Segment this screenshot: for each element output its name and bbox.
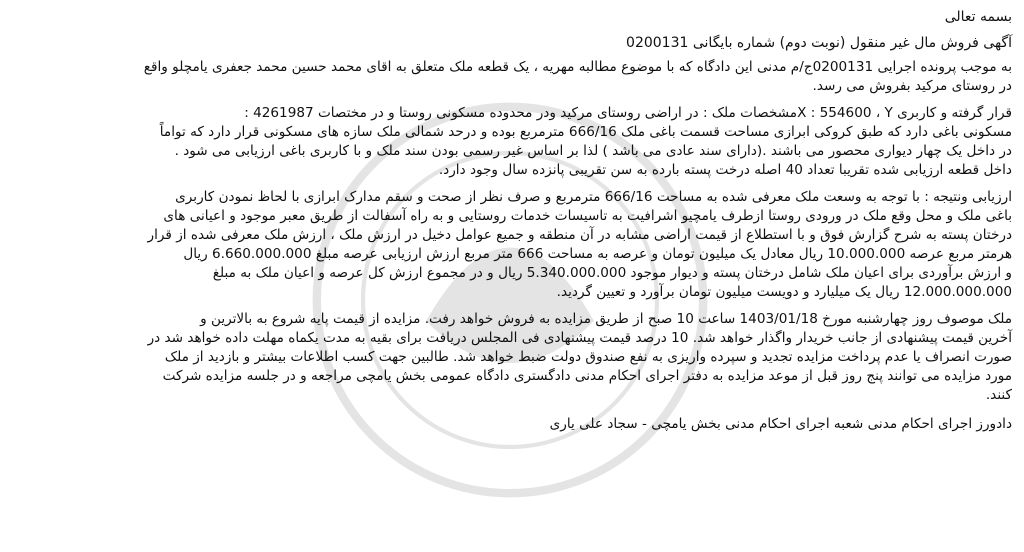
text-line: و ارزش برآوردی برای اعیان ملک شامل درختان پسته و دیوار موجود 5.340.000.000 ریال و در مجموع ارزش کل عرصه و اعیان ملک به مبلغ <box>212 265 1012 281</box>
signature-line: دادورز اجرای احکام مدنی شعبه اجرای احکام مدنی بخش یامچی - سجاد علی یاری <box>549 416 1012 432</box>
text-line: در روستای مرکید بفروش می رسد. <box>812 78 1012 94</box>
text-line: قرار گرفته و کاربری X : 554600 ، Yمشخصات ملک : در اراضی روستای مرکید ودر محدوده مسکونی روستا و در مختصات 4261987 : <box>244 105 1012 121</box>
text-line: کنند. <box>985 387 1012 403</box>
text-line: باغی ملک و محل وقع ملک در ورودی روستا ازطرف یامچیو اشرافیت به تاسیسات خدمات روستایی و به راه آسفالت از طریق معبر موجود و اعیانی های <box>163 208 1012 224</box>
text-line: داخل قطعه ارزیابی شده تقریبا تعداد 40 اصله درخت پسته بارده به سن تقریبی پانزده سال وجود دارد. <box>438 162 1012 178</box>
text-line: هرمتر مربع عرصه 10.000.000 ریال معادل یک میلیون تومان و عرصه به مساحت 666 متر مربع ارزش ارزیابی عرصه مبلغ 6.660.000.000 ریال <box>183 246 1012 262</box>
text-line: آخرین قیمت پیشنهادی از جانب خریدار واگذار خواهد شد. 10 درصد قیمت پیشنهادی فی المجلس دریافت برای بقیه به مدت یکماه مهلت داده خواهد شد در <box>147 330 1012 346</box>
paragraph-intro <box>10 58 1012 96</box>
paragraph-valuation <box>10 188 1012 302</box>
text-line: ملک موصوف روز چهارشنبه مورخ 1403/01/18 ساعت 10 صبح از طریق مزایده به فروش خواهد رفت. مزایده از قیمت پایه شروع به بالاترین و <box>200 311 1012 327</box>
text-line: مسکونی باغی دارد که طبق کروکی ابرازی مساحت قسمت باغی ملک 666/16 مترمربع بوده و درحد شمالی ملک سازه های مسکونی قرار دارد که تواماً <box>159 124 1012 140</box>
text-line: صورت انصراف یا عدم پرداخت مزایده تجدید و سپرده واریزی به نفع صندوق دولت ضبط خواهد شد. طالبین جهت کسب اطلاعات بیشتر و بازدید از ملک <box>164 349 1012 365</box>
paragraph-specs <box>10 104 1012 180</box>
text-line: در داخل یک چهار دیواری محصور می باشند .(دارای سند عادی می باشد ) لذا بر اساس غیر رسمی بودن سند ملک و با کاربری باغی ارزیابی می شود . <box>174 143 1012 159</box>
text-line: درختان پسته به شرح گزارش فوق و با استطلاع از قیمت اراضی مشابه در آن منطقه و جمیع عوامل دخیل در ارزش ملک ، ارزش ملک معرفی شده از قرار <box>147 227 1012 243</box>
paragraph-auction <box>10 310 1012 405</box>
document-title: آگهی فروش مال غیر منقول (نوبت دوم) شماره بایگانی 0200131 <box>626 35 1012 51</box>
text-line: ارزیابی ونتیجه : با توجه به وسعت ملک معرفی شده به مساحت 666/16 مترمربع و صرف نظر از صحت و سقم مدارک ابرازی با لحاظ نمودن کاربری <box>175 189 1012 205</box>
document-invocation: بسمه تعالی <box>944 9 1012 25</box>
text-line: 12.000.000.000 ریال یک میلیارد و دویست میلیون تومان برآورد و تعیین گردید. <box>556 284 1012 300</box>
text-line: به موجب پرونده اجرایی 0200131ج/م مدنی این دادگاه که با موضوع مطالبه مهریه ، یک قطعه ملک متعلق به اقای محمد حسین محمد جعفری یامچلو واقع <box>143 59 1012 75</box>
text-line: مورد مزایده می توانند پنج روز قبل از موعد مزایده به دفتر اجرای احکام مدنی دادگستری دادگاه عمومی بخش یامچی مراجعه و در جلسه مزایده شرکت <box>162 368 1012 384</box>
